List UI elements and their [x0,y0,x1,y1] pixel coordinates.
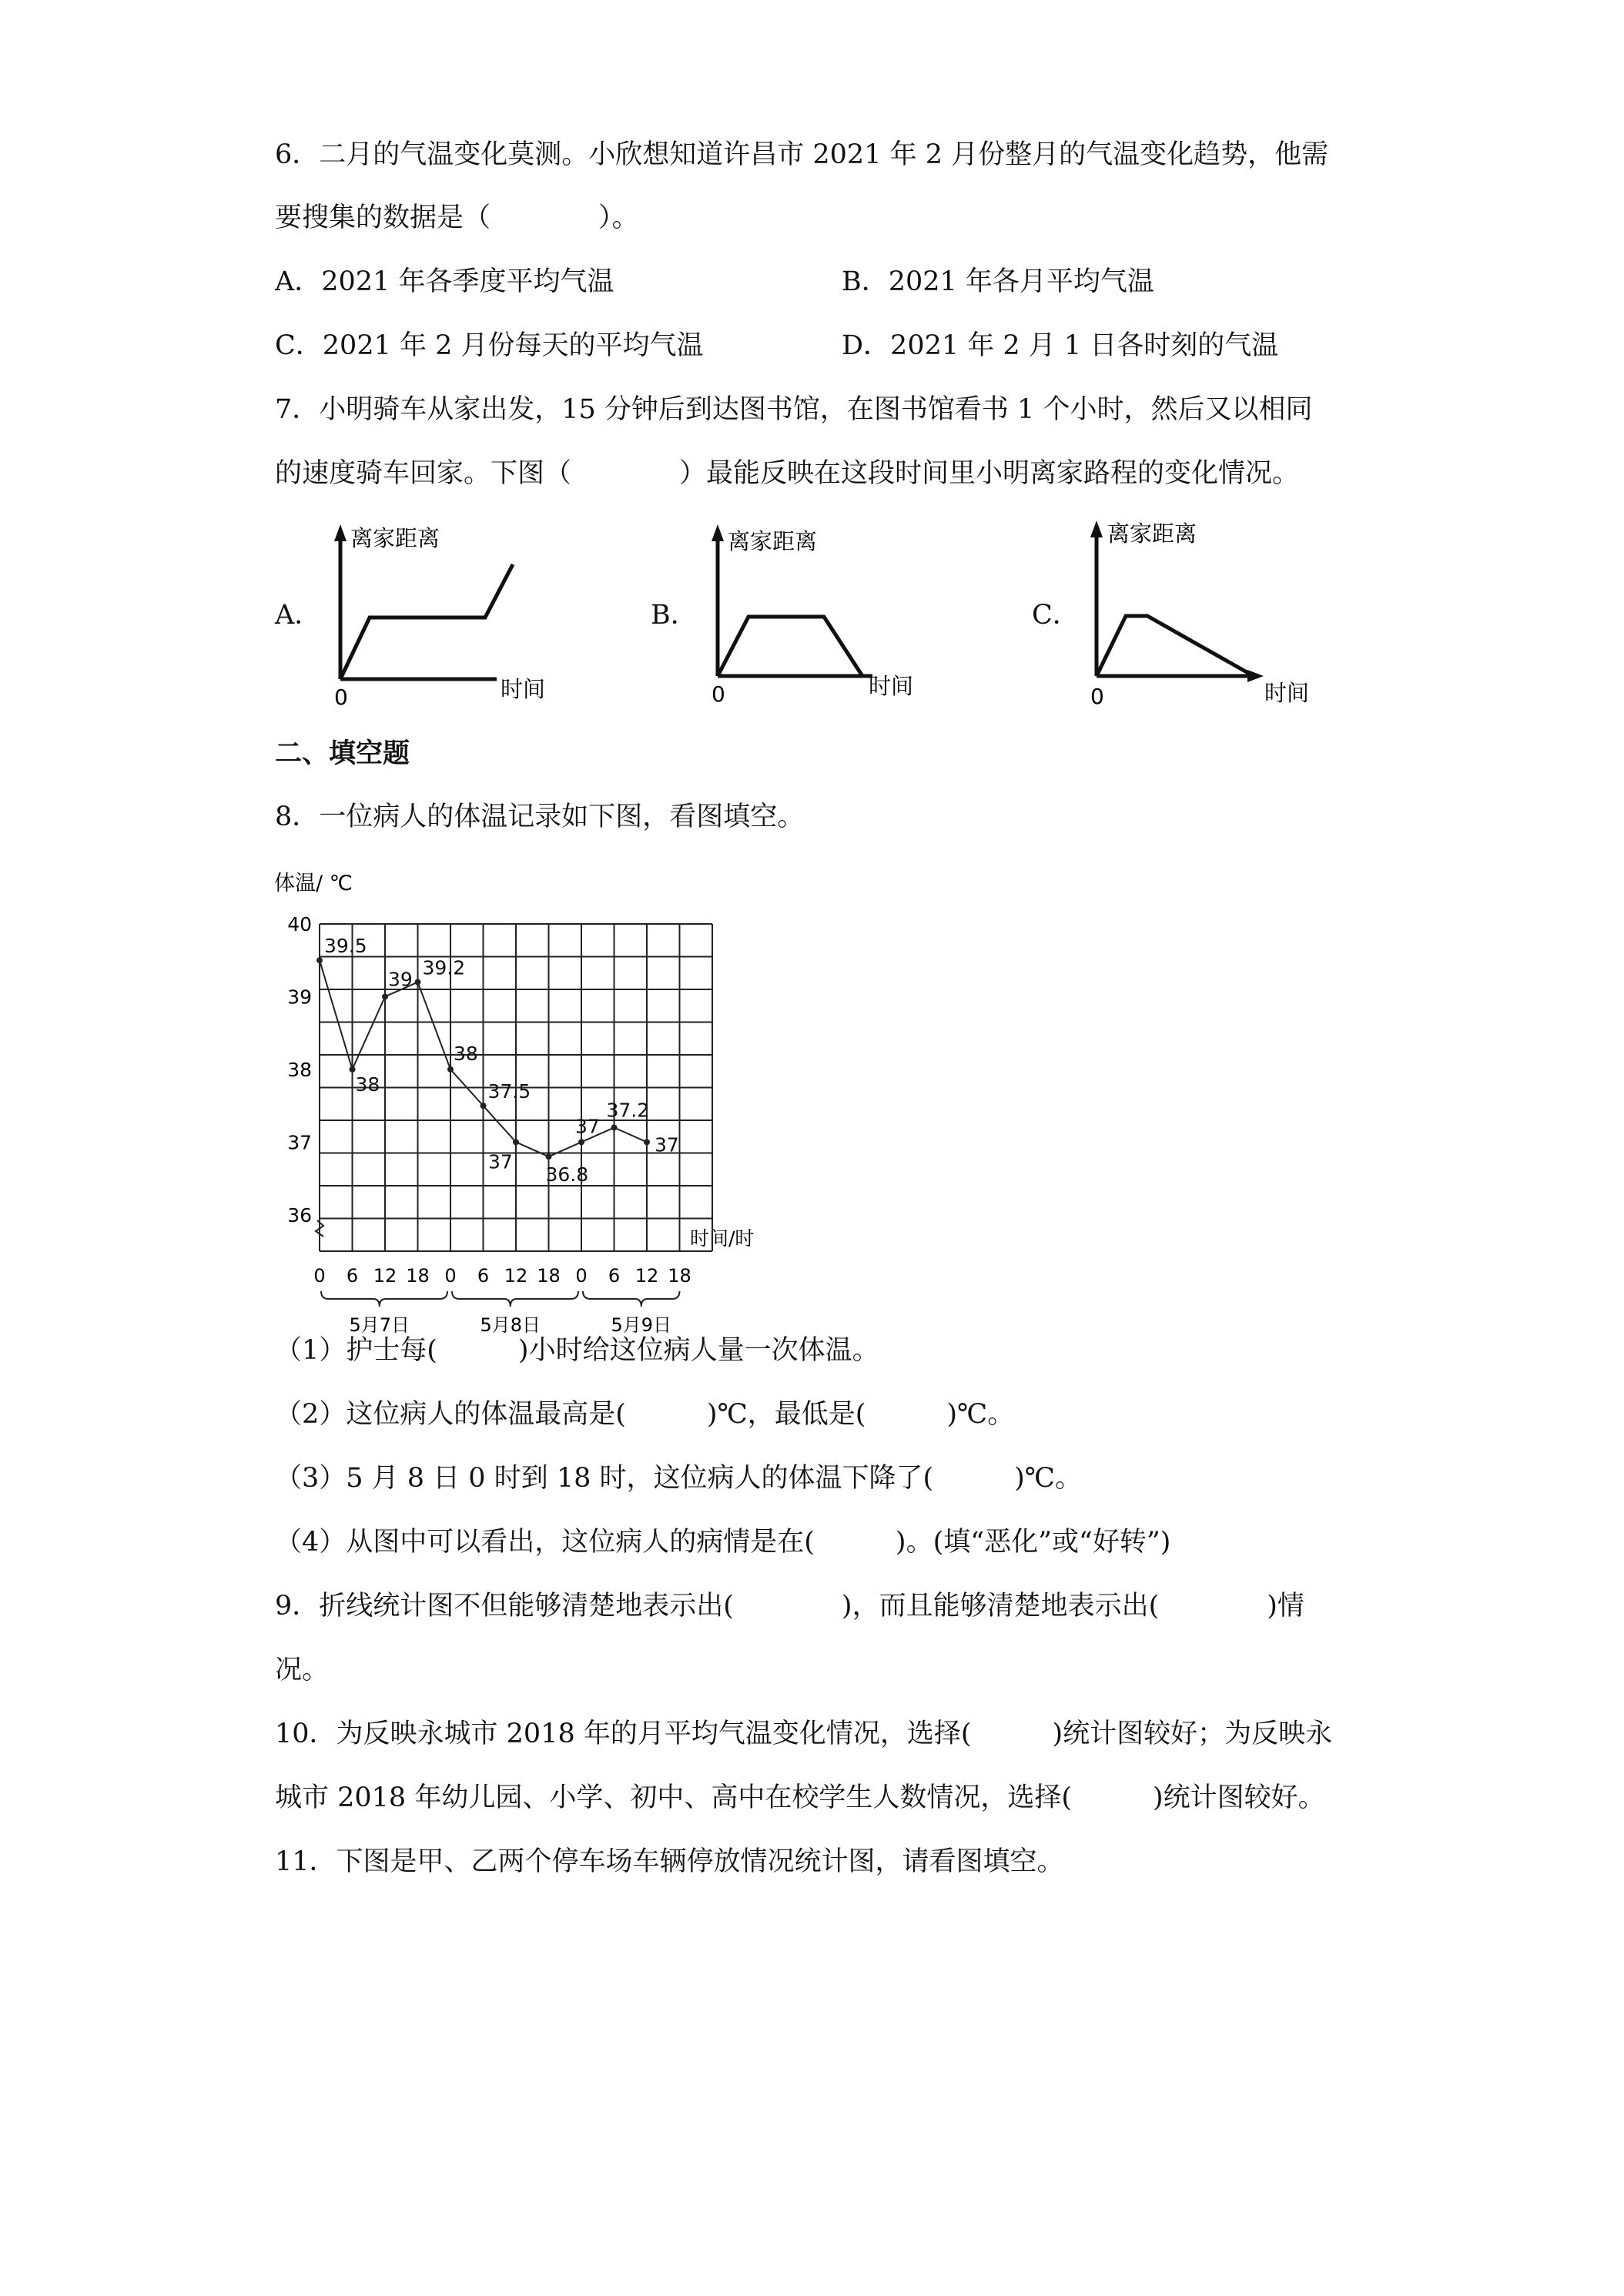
y-tick-label: 39 [287,986,312,1009]
q6-option-b[interactable]: B．2021 年各月平均气温 [842,266,1154,297]
x-axis-label: 时间 [501,676,546,702]
data-label: 36.8 [545,1163,589,1186]
x-tick-label: 6 [346,1265,359,1287]
distance-line [718,617,862,676]
y-tick-label: 36 [287,1203,312,1227]
q8-sub3: （3）5 月 8 日 0 时到 18 时，这位病人的体温下降了( )℃。 [275,1463,1082,1494]
q7-stem-line2: 的速度骑车回家。下图（ ）最能反映在这段时间里小明离家路程的变化情况。 [275,458,1300,489]
q11-line1: 11．下图是甲、乙两个停车场车辆停放情况统计图，请看图填空。 [275,1846,1064,1877]
data-point [644,1139,650,1145]
distance-line [1097,616,1254,676]
q7-option-a-label[interactable]: A． [275,600,322,631]
distance-line [340,564,513,679]
q10-line2: 城市 2018 年幼儿园、小学、初中、高中在校学生人数情况，选择( )统计图较好。 [275,1782,1325,1813]
y-arrow-icon [334,524,347,541]
origin-label: 0 [1090,684,1104,709]
data-point [382,993,388,999]
q7-graph-a [323,520,570,708]
q8-stem: 8．一位病人的体温记录如下图，看图填空。 [275,802,805,832]
day-label: 5月9日 [611,1314,672,1336]
origin-label: 0 [334,684,348,710]
q6-stem-line2: 要搜集的数据是（ ）。 [275,202,639,233]
y-tick-label: 40 [287,913,312,935]
x-tick-label: 6 [477,1265,490,1287]
y-axis-title: 体温/ ℃ [274,872,353,895]
x-axis-label: 时间 [1264,680,1310,706]
y-arrow-icon [1090,520,1103,537]
x-tick-label: 18 [406,1265,430,1287]
data-label: 37 [575,1115,600,1138]
q6-option-c[interactable]: C．2021 年 2 月份每天的平均气温 [275,330,704,361]
data-label: 38 [454,1042,478,1065]
data-label: 39.2 [422,956,466,979]
x-axis-title: 时间/时 [690,1227,755,1250]
data-point [513,1139,519,1145]
x-axis-label: 时间 [869,673,914,699]
q6-option-a[interactable]: A．2021 年各季度平均气温 [275,266,614,297]
origin-label: 0 [712,681,725,707]
data-point [447,1066,454,1073]
q8-sub2: （2）这位病人的体温最高是( )℃，最低是( )℃。 [275,1399,1015,1430]
data-label: 37.5 [487,1080,531,1103]
q7-graph-b [701,520,932,708]
data-point [316,957,323,963]
q7-stem-line1: 7．小明骑车从家出发，15 分钟后到达图书馆，在图书馆看书 1 个小时，然后又以相同 [275,394,1313,425]
day-label: 5月7日 [349,1314,410,1336]
x-tick-label: 6 [608,1265,621,1287]
section-title: 二、填空题 [275,738,410,769]
data-point [415,979,421,986]
data-point [578,1139,584,1145]
x-arrow-icon [1247,670,1264,682]
data-point [350,1066,356,1073]
y-axis-label: 离家距离 [350,525,440,551]
q7-option-c-label[interactable]: C． [1032,600,1080,631]
data-label: 39.5 [324,935,367,958]
data-label: 37 [655,1133,679,1156]
x-tick-label: 12 [504,1265,528,1287]
x-tick-label: 0 [575,1265,588,1287]
day-brace [583,1291,680,1307]
data-label: 37.2 [606,1099,650,1122]
q9-line2: 况。 [275,1655,330,1685]
x-tick-label: 0 [313,1265,326,1287]
q9-line1: 9．折线统计图不但能够清楚地表示出( )，而且能够清楚地表示出( )情 [275,1591,1304,1622]
data-label: 38 [355,1073,380,1096]
x-tick-label: 18 [537,1265,561,1287]
q6-stem-line1: 6．二月的气温变化莫测。小欣想知道许昌市 2021 年 2 月份整月的气温变化趋势，他需 [275,139,1329,170]
y-tick-label: 37 [287,1131,312,1154]
temperature-line-chart [262,862,755,1336]
day-brace [452,1291,578,1307]
data-label: 39 [388,968,413,991]
y-axis-label: 离家距离 [728,528,818,554]
data-label: 37 [488,1150,513,1173]
x-tick-label: 12 [635,1265,659,1287]
data-point [481,1103,487,1109]
y-tick-label: 38 [287,1058,312,1081]
q8-sub1: （1）护士每( )小时给这位病人量一次体温。 [275,1335,879,1366]
q7-option-b-label[interactable]: B． [651,600,698,631]
y-axis-label: 离家距离 [1107,520,1197,547]
q8-sub4: （4）从图中可以看出，这位病人的病情是在( )。(填“恶化”或“好转”) [275,1527,1171,1558]
data-point [611,1124,618,1130]
y-arrow-icon [712,524,724,541]
q10-line1: 10．为反映永城市 2018 年的月平均气温变化情况，选择( )统计图较好；为反映永 [275,1719,1333,1749]
q6-option-d[interactable]: D．2021 年 2 月 1 日各时刻的气温 [842,330,1279,361]
q7-graph-c [1080,516,1334,712]
x-tick-label: 18 [668,1265,691,1287]
x-tick-label: 12 [373,1265,397,1287]
day-label: 5月8日 [480,1314,541,1336]
day-brace [321,1291,447,1307]
data-point [546,1153,552,1160]
x-tick-label: 0 [444,1265,457,1287]
axis-break-icon [316,1220,323,1237]
